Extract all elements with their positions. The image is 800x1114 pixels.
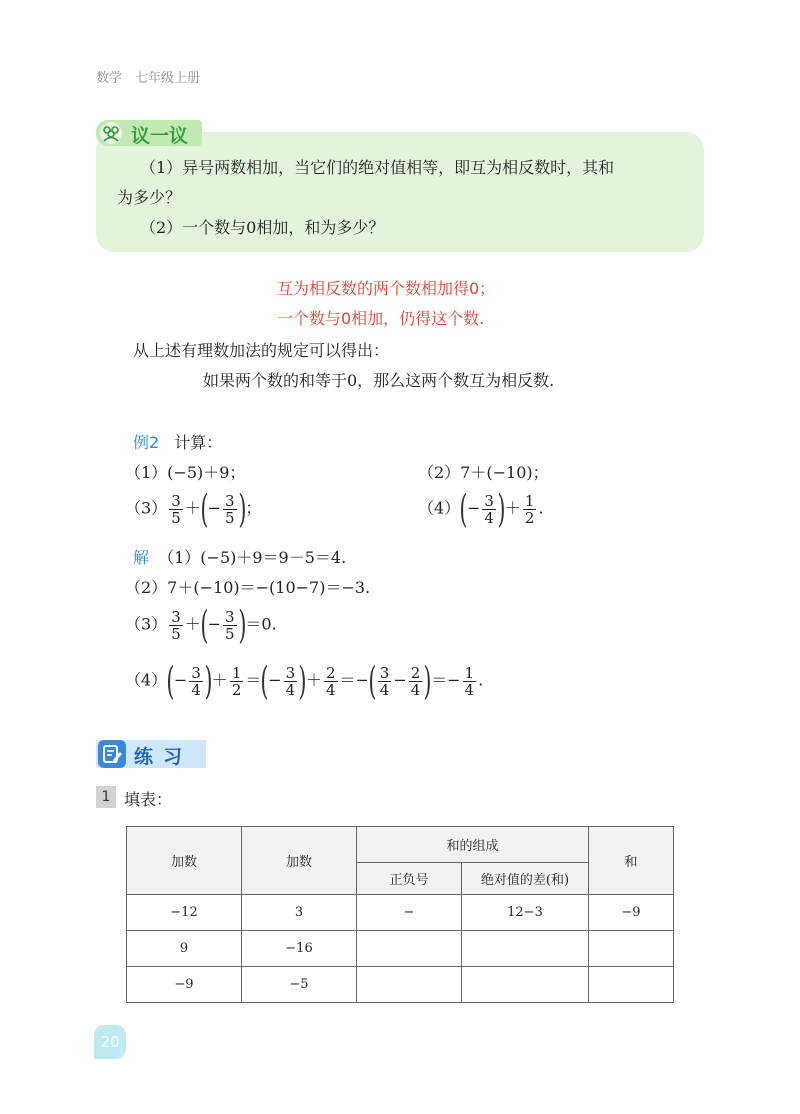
derive-statement: 如果两个数的和等于0，那么这两个数互为相反数. bbox=[203, 371, 555, 390]
rule-add-zero: 一个数与0相加，仍得这个数. bbox=[277, 309, 485, 328]
right-paren: ) bbox=[237, 603, 247, 647]
practice-title: 练习 bbox=[134, 746, 193, 768]
solution-line-1 bbox=[133, 545, 346, 568]
people-icon bbox=[99, 121, 123, 145]
fraction: $\frac{3}{5}$ bbox=[224, 607, 235, 643]
example-problem-3: （3） $\frac{3}{5}$ ＋(− $\frac{3}{5}$ )； bbox=[125, 487, 262, 531]
right-paren: ) bbox=[237, 487, 247, 531]
left-paren: ( bbox=[200, 487, 209, 531]
problem-3-prefix: （3） bbox=[125, 498, 168, 518]
operator: ＋ bbox=[504, 498, 521, 518]
fraction: $\frac{2}{4}$ bbox=[326, 663, 336, 699]
page-number: 20 bbox=[94, 1025, 126, 1059]
right-paren: ) bbox=[298, 659, 307, 703]
solution-label: 解 bbox=[133, 548, 150, 567]
fraction: $\frac{1}{2}$ bbox=[524, 491, 535, 527]
fraction: $\frac{3}{4}$ bbox=[484, 491, 494, 527]
example-problem-1: （1）(−5)＋9； bbox=[125, 463, 246, 482]
fraction: $\frac{3}{4}$ bbox=[285, 663, 296, 699]
fraction: $\frac{1}{4}$ bbox=[464, 663, 475, 699]
left-paren: ( bbox=[368, 659, 377, 703]
solution-step-1: （1）(−5)＋9＝9－5＝4. bbox=[158, 548, 347, 567]
solution-step-4: （4）(− $\frac{3}{4}$ )＋ $\frac{1}{2}$ ＝(− $\frac{3}{4}$ )＋ $\frac{2}{4}$ ＝−( $\frac{3}{4}$ − $\frac{2}{4}$ )＝− $\frac{1}{4}$ . bbox=[125, 659, 484, 703]
discuss-question-1-line1: （1）异号两数相加，当它们的绝对值相等，即互为相反数时，其和 bbox=[140, 158, 615, 177]
question-text: 填表： bbox=[124, 790, 173, 809]
header-composition: 和的组成 bbox=[357, 827, 589, 863]
right-paren: ) bbox=[204, 659, 213, 703]
fraction: $\frac{3}{4}$ bbox=[379, 663, 390, 699]
example-prompt: 计算： bbox=[174, 433, 223, 452]
example-problem-4: （4）(− $\frac{3}{4}$ )＋ $\frac{1}{2}$ . bbox=[418, 487, 544, 531]
header-sum: 和 bbox=[589, 827, 674, 895]
fraction: $\frac{3}{5}$ bbox=[224, 491, 235, 527]
fill-table bbox=[126, 826, 674, 1003]
discuss-question-1-line2: 为多少？ bbox=[117, 188, 182, 207]
table-row: −12 3 − 12−3 −9 bbox=[127, 895, 674, 931]
page-header: 数学 七年级上册 bbox=[96, 71, 201, 86]
rule-opposites: 互为相反数的两个数相加得0； bbox=[277, 279, 496, 298]
discuss-question-2: （2）一个数与0相加，和为多少？ bbox=[140, 218, 385, 237]
table-row: −9 −5 bbox=[127, 967, 674, 1003]
fraction: $\frac{3}{4}$ bbox=[191, 663, 201, 699]
example-heading bbox=[133, 430, 222, 453]
header-addend-2: 加数 bbox=[242, 827, 357, 895]
example-problem-2: （2）7＋(−10)； bbox=[418, 463, 549, 482]
discuss-title: 议一议 bbox=[131, 125, 189, 147]
solution-step-3: （3） $\frac{3}{5}$ ＋(− $\frac{3}{5}$ )＝0. bbox=[125, 603, 277, 647]
left-paren: ( bbox=[166, 659, 175, 703]
header-sign: 正负号 bbox=[357, 863, 462, 895]
table-row: 9 −16 bbox=[127, 931, 674, 967]
derive-intro: 从上述有理数加法的规定可以得出： bbox=[133, 341, 390, 360]
example-label: 例2 bbox=[133, 433, 160, 452]
left-paren: ( bbox=[459, 487, 468, 531]
fraction: $\frac{2}{4}$ bbox=[410, 663, 421, 699]
right-paren: ) bbox=[423, 659, 432, 703]
fraction: $\frac{3}{5}$ bbox=[171, 607, 181, 643]
question-number-badge: 1 bbox=[96, 786, 116, 808]
pencil-note-icon bbox=[98, 740, 126, 768]
header-addend-1: 加数 bbox=[127, 827, 242, 895]
fraction: $\frac{3}{5}$ bbox=[171, 491, 181, 527]
operator: ＋ bbox=[184, 498, 201, 518]
left-paren: ( bbox=[260, 659, 269, 703]
minus-sign: − bbox=[207, 498, 221, 518]
left-paren: ( bbox=[200, 603, 209, 647]
minus-sign: − bbox=[467, 498, 481, 518]
solution-step-2: （2）7＋(−10)＝−(10−7)＝−3. bbox=[125, 578, 371, 597]
problem-4-prefix: （4） bbox=[418, 498, 461, 518]
header-abs-diff: 绝对值的差(和) bbox=[462, 863, 589, 895]
right-paren: ) bbox=[497, 487, 506, 531]
fraction: $\frac{1}{2}$ bbox=[231, 663, 242, 699]
